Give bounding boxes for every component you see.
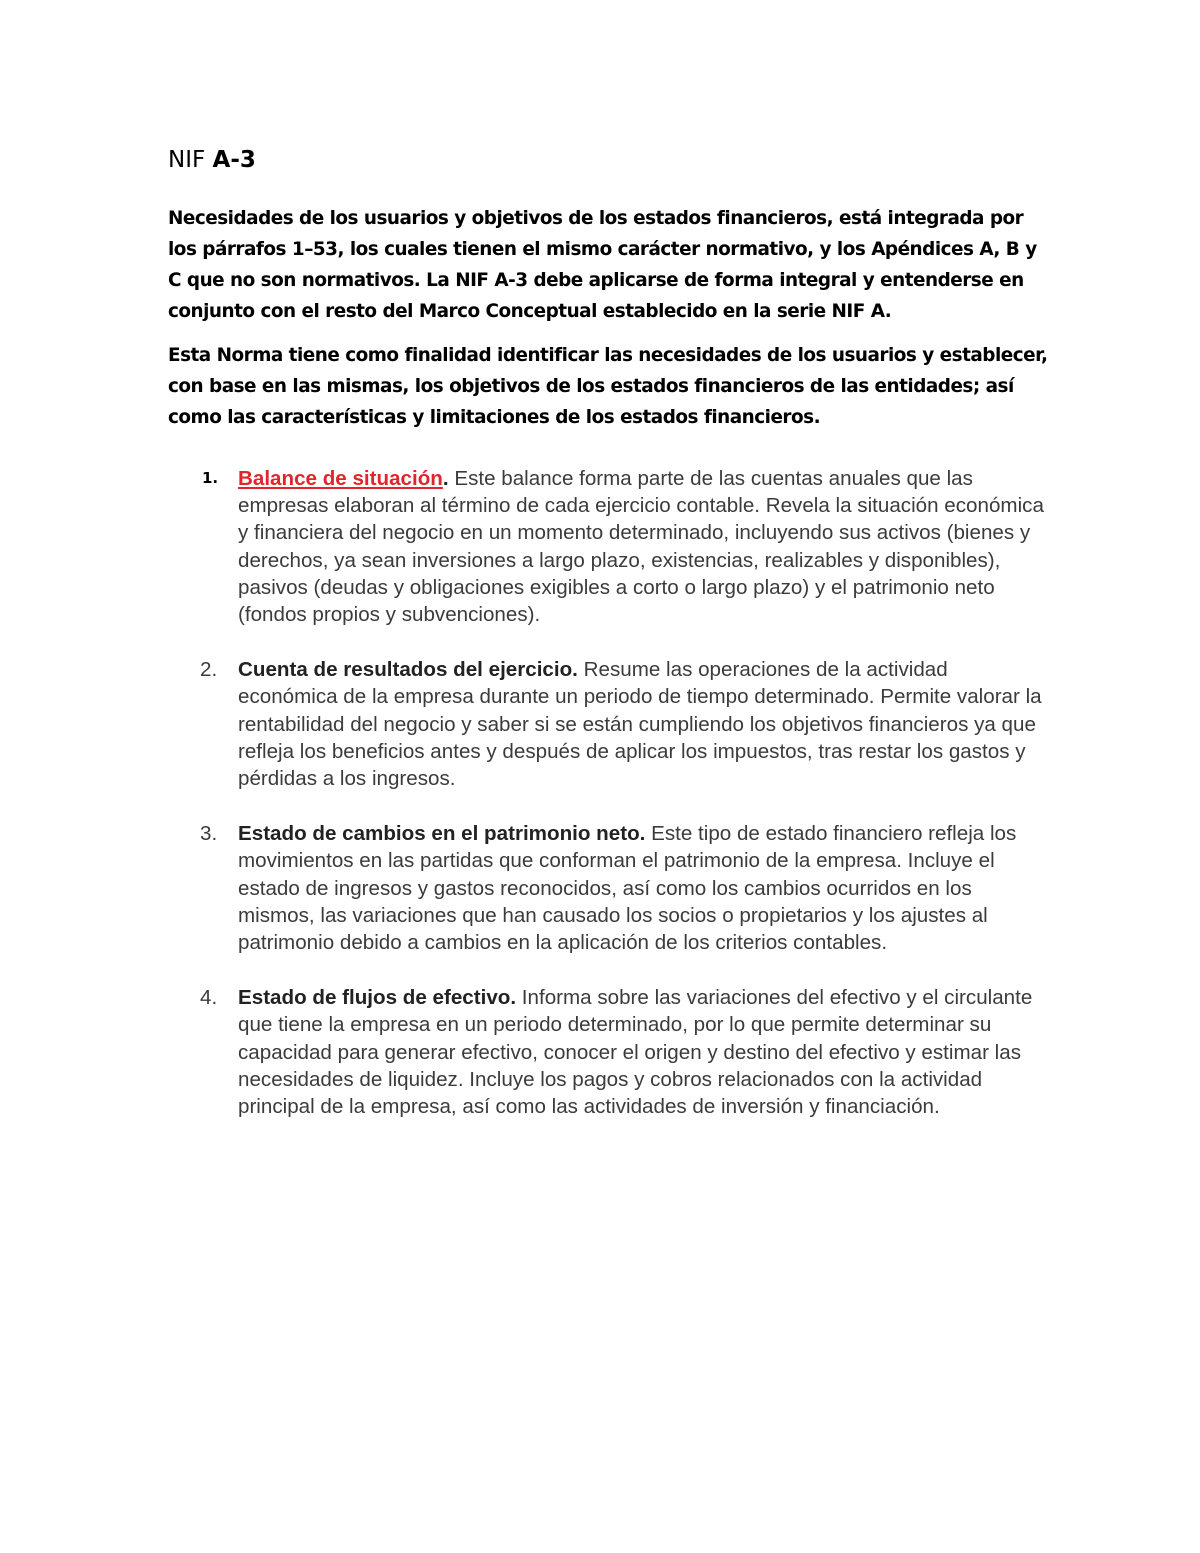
item-description: Informa sobre las variaciones del efectivo y el circulante que tiene la empresa en un periodo determinado, por lo que permite determinar su capacidad para generar efectivo, conocer el origen y destino del efectivo y estimar las necesidades de liquidez. Incluye los pagos y cobros relacionados con la actividad principal de la empresa, así como las actividades de inversión y financiación. — [238, 986, 1033, 1119]
list-item — [168, 656, 1048, 792]
list-number: 3. — [200, 822, 218, 846]
list-number: 1. — [202, 469, 219, 487]
document-page — [168, 140, 1048, 1148]
item-term: Estado de cambios en el patrimonio neto. — [238, 822, 646, 846]
item-term-link[interactable]: Balance de situación — [238, 467, 443, 490]
page-title — [168, 140, 1048, 180]
title-prefix: NIF — [168, 147, 213, 173]
item-description: Este tipo de estado financiero refleja los movimientos en las partidas que conforman el patrimonio de la empresa. Incluye el estado de ingresos y gastos reconocidos, así como los cambios ocurridos en los mismos, las variaciones que han causado los socios o propietarios y los ajustes al patrimonio debido a cambios en la aplicación de los criterios contables. — [238, 822, 1017, 955]
list-item — [168, 820, 1048, 956]
list-number: 4. — [200, 986, 218, 1010]
item-description: Este balance forma parte de las cuentas anuales que las empresas elaboran al término de cada ejercicio contable. Revela la situación económica y financiera del negocio en un momento determinado, incluyendo sus activos (bienes y derechos, ya sean inversiones a largo plazo, existencias, realizables y disponibles), pasivos (deudas y obligaciones exigibles a corto o largo plazo) y el patrimonio neto (fondos propios y subvenciones). — [238, 467, 1044, 627]
list-item — [168, 984, 1048, 1120]
title-code: A-3 — [212, 147, 256, 173]
intro-paragraph: Necesidades de los usuarios y objetivos de los estados financieros, está integrada por los párrafos 1–53, los cuales tienen el mismo carácter normativo, y los Apéndices A, B y C que no son normativos. La NIF A-3 debe aplicarse de forma integral y entenderse en conjunto con el resto del Marco Conceptual establecido en la serie NIF A. — [168, 208, 1037, 322]
list-item — [168, 465, 1048, 628]
item-description: Resume las operaciones de la actividad económica de la empresa durante un periodo de tiempo determinado. Permite valorar la rentabilidad del negocio y saber si se están cumpliendo los objetivos financieros ya que refleja los beneficios antes y después de aplicar los impuestos, tras restar los gastos y pérdidas a los ingresos. — [238, 658, 1042, 791]
item-term: Cuenta de resultados del ejercicio. — [238, 658, 578, 682]
purpose-paragraph: Esta Norma tiene como finalidad identificar las necesidades de los usuarios y establecer, con base en las mismas, los objetivos de los estados financieros de las entidades; así como las características y limitaciones de los estados financieros. — [168, 345, 1048, 428]
item-term-end: . — [442, 467, 449, 490]
list-number: 2. — [200, 658, 218, 682]
financial-statements-list — [168, 465, 1048, 1120]
item-term: Estado de flujos de efectivo. — [238, 986, 517, 1010]
